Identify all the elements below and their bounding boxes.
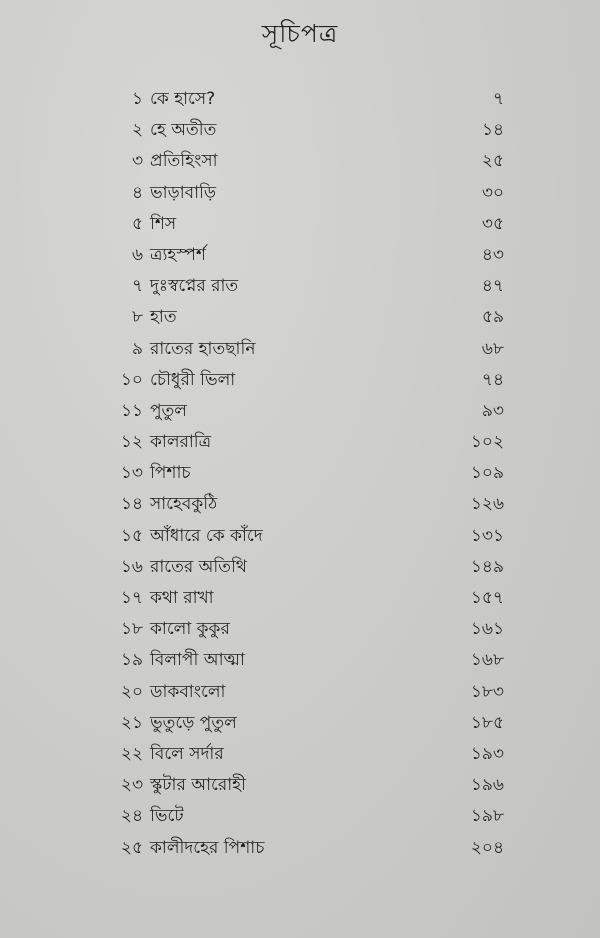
entry-page: ৭৪ — [481, 369, 504, 390]
toc-entry — [0, 207, 600, 238]
entry-page: ২০৪ — [470, 837, 504, 858]
entry-page: ৫৯ — [481, 307, 504, 328]
entry-page: ১০৯ — [470, 463, 504, 484]
entry-title: বিলে সর্দার — [150, 743, 224, 764]
entry-page: ১৬১ — [470, 619, 504, 640]
entry-number: ১৮ — [120, 619, 143, 640]
entry-title: বিলাপী আত্মা — [150, 650, 245, 671]
entry-number: ২ — [131, 120, 143, 141]
entry-number: ১৯ — [120, 650, 143, 671]
toc-entry — [0, 643, 600, 674]
entry-title: পিশাচ — [150, 463, 191, 484]
entry-page: ১০২ — [470, 432, 504, 453]
toc-entry — [0, 238, 600, 269]
entry-title: ভুতুড়ে পুতুল — [150, 712, 237, 733]
entry-number: ১৬ — [120, 556, 143, 577]
toc-entry — [0, 363, 600, 394]
entry-title: দুঃস্বপ্নের রাত — [150, 276, 239, 297]
entry-page: ১৮৫ — [470, 712, 504, 733]
entry-number: ৯ — [131, 338, 143, 359]
entry-number: ১১ — [120, 400, 143, 421]
entry-number: ৬ — [131, 244, 143, 265]
entry-page: ৪৩ — [481, 244, 504, 265]
toc-entry — [0, 300, 600, 331]
toc-entry — [0, 487, 600, 518]
entry-title: পুতুল — [150, 400, 187, 421]
entry-page: ৬৮ — [481, 338, 504, 359]
entry-title: স্কুটার আরোহী — [150, 775, 246, 796]
entry-page: ৪৭ — [481, 276, 504, 297]
toc-entry — [0, 737, 600, 768]
toc-entry — [0, 113, 600, 144]
toc-entry — [0, 706, 600, 737]
entry-number: ২৩ — [120, 775, 143, 796]
toc-entry — [0, 144, 600, 175]
entry-number: ১ — [131, 89, 143, 109]
entry-number: ১০ — [120, 369, 143, 390]
entry-number: ১৭ — [120, 588, 143, 608]
toc-entry — [0, 269, 600, 300]
entry-title: সাহেবকুঠি — [150, 494, 218, 515]
toc-entry — [0, 332, 600, 363]
entry-page: ১২৬ — [470, 494, 504, 515]
entry-title: প্রতিহিংসা — [150, 151, 218, 172]
entry-title: রাতের হাতছানি — [150, 338, 256, 359]
entry-title: কালো কুকুর — [150, 619, 230, 640]
entry-number: ১৫ — [120, 525, 143, 546]
toc-entry — [0, 768, 600, 799]
entry-title: হে অতীত — [150, 120, 217, 141]
toc-entry — [0, 831, 600, 862]
toc-entry — [0, 550, 600, 581]
entry-title: আঁধারে কে কাঁদে — [150, 525, 263, 546]
entry-number: ২৪ — [120, 806, 143, 827]
entry-number: ১৩ — [120, 463, 143, 484]
entry-number: ১২ — [120, 432, 143, 453]
entry-page: ৩০ — [481, 182, 504, 203]
entry-page: ৯৩ — [481, 400, 504, 421]
entry-page: ১৯৮ — [470, 806, 504, 827]
toc-entry — [0, 394, 600, 425]
entry-number: ২০ — [120, 681, 143, 702]
toc-entry — [0, 82, 600, 113]
entry-number: ২২ — [120, 743, 143, 764]
entry-number: ৭ — [131, 276, 143, 297]
toc-entry — [0, 799, 600, 830]
entry-page: ১৬৮ — [470, 650, 504, 671]
entry-title: রাতের অতিথি — [150, 556, 247, 577]
toc-entry — [0, 519, 600, 550]
entry-number: ২৫ — [120, 837, 143, 858]
toc-entry — [0, 425, 600, 456]
toc-entry — [0, 176, 600, 207]
entry-number: ৮ — [131, 307, 143, 328]
entry-number: ৪ — [131, 182, 143, 203]
entry-title: কালরাত্রি — [150, 432, 212, 453]
toc-entry — [0, 675, 600, 706]
entry-page: ১৪ — [481, 120, 504, 141]
entry-page: ১৯৬ — [470, 775, 504, 796]
table-of-contents — [0, 82, 600, 862]
entry-title: কথা রাখা — [150, 588, 214, 608]
entry-title: ভাড়াবাড়ি — [150, 182, 217, 203]
entry-title: কে হাসে? — [150, 89, 216, 109]
toc-entry — [0, 456, 600, 487]
entry-page: ১৮৩ — [470, 681, 504, 702]
entry-number: ২১ — [120, 712, 143, 733]
entry-page: ১৫৭ — [470, 588, 504, 608]
toc-entry — [0, 612, 600, 643]
toc-entry — [0, 581, 600, 612]
page-title: সূচিপত্র — [261, 19, 339, 48]
entry-title: ভিটে — [150, 806, 184, 827]
entry-page: ১৩১ — [470, 525, 504, 546]
entry-page: ৭ — [492, 89, 504, 109]
entry-page: ২৫ — [481, 151, 504, 172]
entry-title: চৌধুরী ভিলা — [150, 369, 236, 390]
entry-title: শিস — [150, 213, 177, 234]
entry-page: ১৪৯ — [470, 556, 504, 577]
entry-title: কালীদহের পিশাচ — [150, 837, 265, 858]
entry-number: ৩ — [131, 151, 143, 172]
entry-page: ৩৫ — [481, 213, 504, 234]
entry-title: হাত — [150, 307, 177, 328]
entry-title: ত্র্যহস্পর্শ — [150, 244, 206, 265]
entry-page: ১৯৩ — [470, 743, 504, 764]
entry-title: ডাকবাংলো — [150, 681, 226, 702]
entry-number: ৫ — [131, 213, 143, 234]
entry-number: ১৪ — [120, 494, 143, 515]
